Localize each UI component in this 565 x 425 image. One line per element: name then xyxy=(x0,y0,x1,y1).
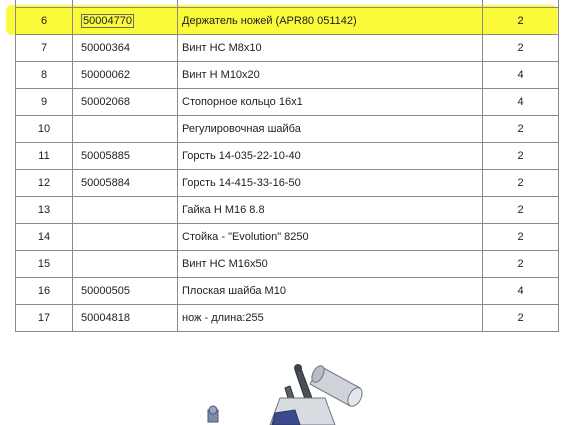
cell-desc xyxy=(178,0,483,8)
cell-qty: 2 xyxy=(483,35,559,62)
table-row xyxy=(16,62,559,89)
cell-qty xyxy=(483,0,559,8)
cell-desc: Регулировочная шайба xyxy=(178,116,483,143)
cell-code: 50004818 xyxy=(73,305,178,332)
cell-code: 50000505 xyxy=(73,278,178,305)
table-row-partial xyxy=(16,0,559,8)
cell-desc: Стопорное кольцо 16x1 xyxy=(178,89,483,116)
cell-qty: 2 xyxy=(483,8,559,35)
cell-pos: 15 xyxy=(16,251,73,278)
table-row xyxy=(16,278,559,305)
cell-qty: 2 xyxy=(483,116,559,143)
cell-pos: 11 xyxy=(16,143,73,170)
cell-desc: Держатель ножей (APR80 051142) xyxy=(178,8,483,35)
cell-desc: Плоская шайба M10 xyxy=(178,278,483,305)
cell-code: 50005884 xyxy=(73,170,178,197)
cell-pos: 12 xyxy=(16,170,73,197)
cell-qty: 2 xyxy=(483,170,559,197)
cell-pos: 16 xyxy=(16,278,73,305)
cell-desc: Гайка H M16 8.8 xyxy=(178,197,483,224)
selected-code[interactable]: 50004770 xyxy=(83,15,132,27)
cell-qty: 2 xyxy=(483,305,559,332)
cell-desc: Винт H M10x20 xyxy=(178,62,483,89)
cell-pos: 17 xyxy=(16,305,73,332)
cell-pos: 10 xyxy=(16,116,73,143)
table-row xyxy=(16,224,559,251)
cell-code xyxy=(73,0,178,8)
cell-desc: Горсть 14-415-33-16-50 xyxy=(178,170,483,197)
table-row xyxy=(16,8,559,35)
cell-desc: Винт HC M16x50 xyxy=(178,251,483,278)
cell-code: 50005885 xyxy=(73,143,178,170)
cell-desc: Стойка - "Evolution" 8250 xyxy=(178,224,483,251)
cell-pos: 13 xyxy=(16,197,73,224)
table-row xyxy=(16,197,559,224)
cell-desc: нож - длина:255 xyxy=(178,305,483,332)
table-row xyxy=(16,143,559,170)
mechanical-part-illustration xyxy=(200,358,375,425)
cell-qty: 2 xyxy=(483,143,559,170)
cell-qty: 2 xyxy=(483,251,559,278)
cell-pos: 7 xyxy=(16,35,73,62)
cell-code xyxy=(73,197,178,224)
cell-pos: 6 xyxy=(16,8,73,35)
cell-code xyxy=(73,116,178,143)
cell-qty: 4 xyxy=(483,278,559,305)
table-row xyxy=(16,305,559,332)
cell-qty: 4 xyxy=(483,89,559,116)
parts-table xyxy=(15,0,559,332)
cell-code xyxy=(73,251,178,278)
table-row xyxy=(16,170,559,197)
cell-qty: 4 xyxy=(483,62,559,89)
cell-qty: 2 xyxy=(483,224,559,251)
table-row xyxy=(16,116,559,143)
cell-code: 50000062 xyxy=(73,62,178,89)
cell-pos: 14 xyxy=(16,224,73,251)
table-row xyxy=(16,35,559,62)
cell-desc: Горсть 14-035-22-10-40 xyxy=(178,143,483,170)
cell-pos xyxy=(16,0,73,8)
cell-code: 50002068 xyxy=(73,89,178,116)
table-row xyxy=(16,251,559,278)
cell-code xyxy=(73,8,178,35)
cell-desc: Винт HC M8x10 xyxy=(178,35,483,62)
cell-code: 50000364 xyxy=(73,35,178,62)
cell-pos: 8 xyxy=(16,62,73,89)
table-row xyxy=(16,89,559,116)
cell-qty: 2 xyxy=(483,197,559,224)
cell-code xyxy=(73,224,178,251)
cell-pos: 9 xyxy=(16,89,73,116)
